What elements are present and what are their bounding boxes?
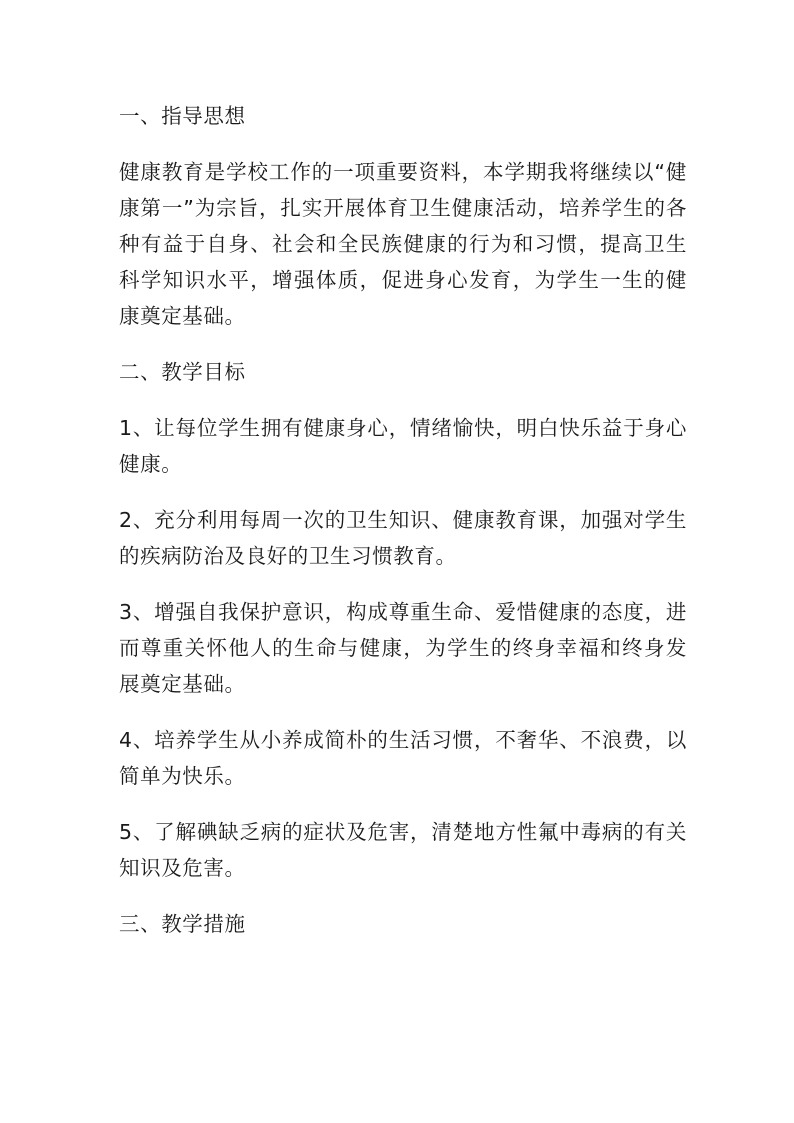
section-heading-teaching-measures: 三、教学措施 [119,912,246,936]
goal-item-1: 1、让每位学生拥有健康身心，情绪愉快，明白快乐益于身心健康。 [119,416,687,476]
goal-item-2: 2、充分利用每周一次的卫生知识、健康教育课，加强对学生的疾病防治及良好的卫生习惯教育。 [119,508,687,568]
section-heading-guiding-thought: 一、指导思想 [119,104,246,128]
paragraph-guiding-thought: 健康教育是学校工作的一项重要资料，本学期我将继续以“健康第一”为宗旨，扎实开展体育卫生健康活动，培养学生的各种有益于自身、社会和全民族健康的行为和习惯，提高卫生科学知识水平，增强体质，促进身心发育，为学生一生的健康奠定基础。 [119,160,687,328]
document-body [119,98,687,962]
goal-item-5: 5、了解碘缺乏病的症状及危害，清楚地方性氟中毒病的有关知识及危害。 [119,820,687,880]
goal-item-4: 4、培养学生从小养成简朴的生活习惯，不奢华、不浪费，以简单为快乐。 [119,728,687,788]
goal-item-3: 3、增强自我保护意识，构成尊重生命、爱惜健康的态度，进而尊重关怀他人的生命与健康，为学生的终身幸福和终身发展奠定基础。 [119,600,687,696]
section-heading-teaching-goals: 二、教学目标 [119,360,246,384]
